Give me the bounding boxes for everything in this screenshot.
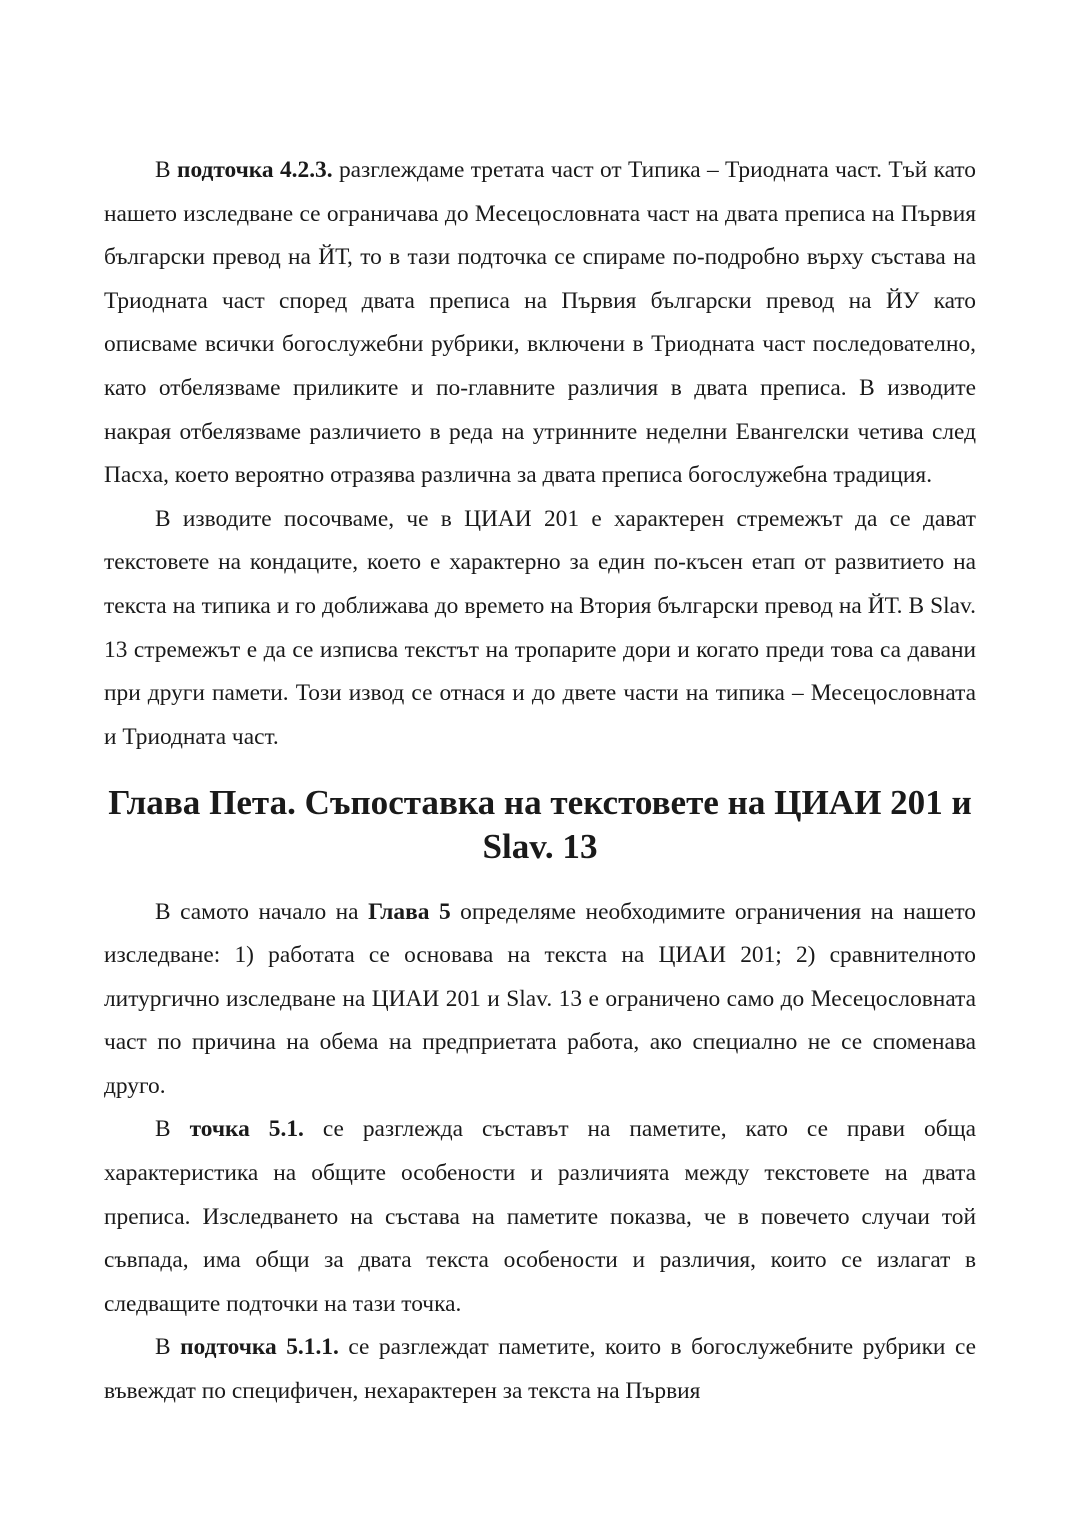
paragraph-text-lead: В xyxy=(155,1334,181,1361)
bold-reference: точка 5.1. xyxy=(189,1116,304,1143)
paragraph-conclusions: В изводите посочваме, че в ЦИАИ 201 е характерен стремежът да се дават текстовете на кондаците, което е характерно за един по-късен етап от развитието на текста на типика и го доближава до времето на Втория български превод на ЙТ. В Slav. 13 стремежът е да се изписва текстът на тропарите дори и когато преди това са давани при други памети. Този извод се отнася и до двете части на типика – Месецословната и Триодната част. xyxy=(104,505,976,750)
bold-reference: подточка 5.1.1. xyxy=(180,1334,339,1361)
paragraph-section-5-1 xyxy=(104,1108,976,1326)
paragraph-text-body: определяме необходимите ограничения на нашето изследване: 1) работата се основава на текста на ЦИАИ 201; 2) сравнителното литургично изследване на ЦИАИ 201 и Slav. 13 е ограничено само до Месецословната част по причина на обема на предприетата работа, ако специално не се споменава друго. xyxy=(104,898,976,1099)
bold-reference: Глава 5 xyxy=(368,898,451,925)
chapter-heading: Глава Пета. Съпоставка на текстовете на ЦИАИ 201 и Slav. 13 xyxy=(108,783,972,866)
paragraph-chapter-5-intro xyxy=(104,891,976,1109)
paragraph-text-body: се разглежда съставът на паметите, като се прави обща характеристика на общите особености и различията между текстовете на двата преписа. Изследването на състава на паметите показва, че в повечето случаи той съвпада, има общи за двата текста особености и различия, които се излагат в следващите подточки на тази точка. xyxy=(104,1116,977,1317)
paragraph-subsection-4-2-3 xyxy=(104,149,976,498)
paragraph-text-lead: В xyxy=(155,1116,190,1143)
paragraph-text-lead: В самото начало на xyxy=(155,898,369,925)
bold-reference: подточка 4.2.3. xyxy=(176,157,333,183)
paragraph-text-body: разглеждаме третата част от Типика – Триодната част. Тъй като нашето изследване се ограничава до Месецословната част на двата преписа на Първия български превод на ЙТ, то в тази подточка се спираме по-подробно върху състава на Триодната част според двата преписа на Първия български превод на ЙУ като описваме всички богослужебни рубрики, включени в Триодната част последователно, като отбелязваме приликите и по-главните различия в двата преписа. В изводите накрая отбелязваме различието в реда на утринните неделни Евангелски четива след Пасха, което вероятно отразява различна за двата преписа богослужебна традиция. xyxy=(104,157,976,489)
paragraph-subsection-5-1-1 xyxy=(104,1326,976,1413)
paragraph-text-lead: В xyxy=(155,157,177,183)
document-page xyxy=(104,149,976,1414)
paragraph-text-body: се разглеждат паметите, които в богослужебните рубрики се въвеждат по специфичен, нехарактерен за текста на Първия xyxy=(104,1334,977,1405)
